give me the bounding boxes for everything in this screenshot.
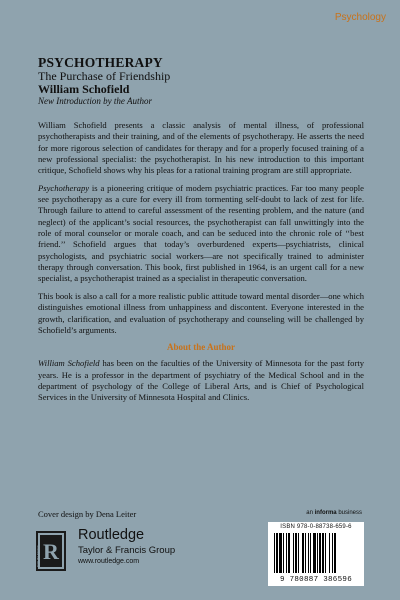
about-author-paragraph bbox=[38, 358, 364, 403]
publisher-name: Routledge bbox=[78, 527, 145, 543]
blurb-paragraph-1: William Schofield presents a classic analysis of mental illness, of professional psychotherapists and their training, and of the elements of psychotherapy. He asserts the need for more rigorous selection of candidates for therapy and for a properly focused training of a new professional specialist: the psychotherapist. In his new introduction to this important critique, Schofield shows why his pleas for a rational training program are still appropriate. bbox=[38, 120, 364, 176]
about-author-heading: About the Author bbox=[166, 342, 235, 353]
isbn-label: ISBN 978-0-88738-659-6 bbox=[280, 524, 352, 530]
blurb-paragraph-2-text: is a pioneering critique of modern psychiatric practices. Far too many people see psychotherapy as a cure for every ill from tormenting self-doubt to lack of zest for life. Through failure to attend to careful assessment of the resenting problem, and the nature (and neglect) of the applicant’s social resources, the psychotherapist can fall unwittingly into the role of moral counselor or morale coach, and can be seduced into the chronic role of ‘‘best friend.’’ Schofield argues that today’s overburdened experts—psychiatrists, clinical psychologists, and psychiatric social workers—are not specifically trained to administer therapy through conversation. This book, first published in 1964, is an urgent call for a new specialist, a psychotherapist trained as a specialist in therapeutic conversation. bbox=[38, 182, 364, 284]
book-author: William Schofield bbox=[38, 82, 130, 96]
informa-brand: informa bbox=[314, 510, 337, 516]
about-author-text: has been on the faculties of the University of Minnesota for the past forty years. He is a professor in the department of psychiatry of the Medical School and in the department of psychology of the College of Liberal Arts, and is Chief of Psychological Services in the University of Minnesota Hospital and Clinics. bbox=[38, 358, 364, 403]
book-subtitle: The Purchase of Friendship bbox=[38, 69, 171, 83]
publisher-group: Taylor & Francis Group bbox=[78, 545, 176, 556]
blurb bbox=[38, 120, 364, 404]
barcode-block bbox=[268, 522, 364, 586]
blurb-paragraph-2 bbox=[38, 183, 364, 285]
barcode-digits: 9 780887 386596 bbox=[279, 576, 352, 584]
book-header bbox=[38, 56, 362, 107]
logo-mark-side-text: ROUTLEDGE bbox=[36, 545, 41, 567]
informa-prefix: an bbox=[306, 510, 313, 516]
book-title: PSYCHOTHERAPY bbox=[38, 55, 163, 70]
publisher-url: www.routledge.com bbox=[78, 558, 140, 565]
informa-suffix: business bbox=[338, 510, 362, 516]
cover-credit: Cover design by Dena Leiter bbox=[38, 509, 137, 519]
blurb-italic-title: Psychotherapy bbox=[38, 182, 90, 193]
barcode-icon bbox=[272, 533, 360, 575]
informa-business-tag bbox=[306, 510, 362, 516]
intro-note: New Introduction by the Author bbox=[38, 96, 152, 106]
about-author-name: William Schofield bbox=[38, 358, 100, 369]
logo-mark-letter: R bbox=[43, 539, 59, 564]
category-label: Psychology bbox=[334, 12, 386, 23]
blurb-paragraph-3: This book is also a call for a more realistic public attitude toward mental disorder—one which distinguishes emotional illness from unhappiness and discontent. Everyone interested in the growth, clarification, and evaluation of psychotherapy and counseling will be challenged by Schofield’s arguments. bbox=[38, 290, 364, 335]
routledge-logo-icon bbox=[36, 527, 70, 575]
